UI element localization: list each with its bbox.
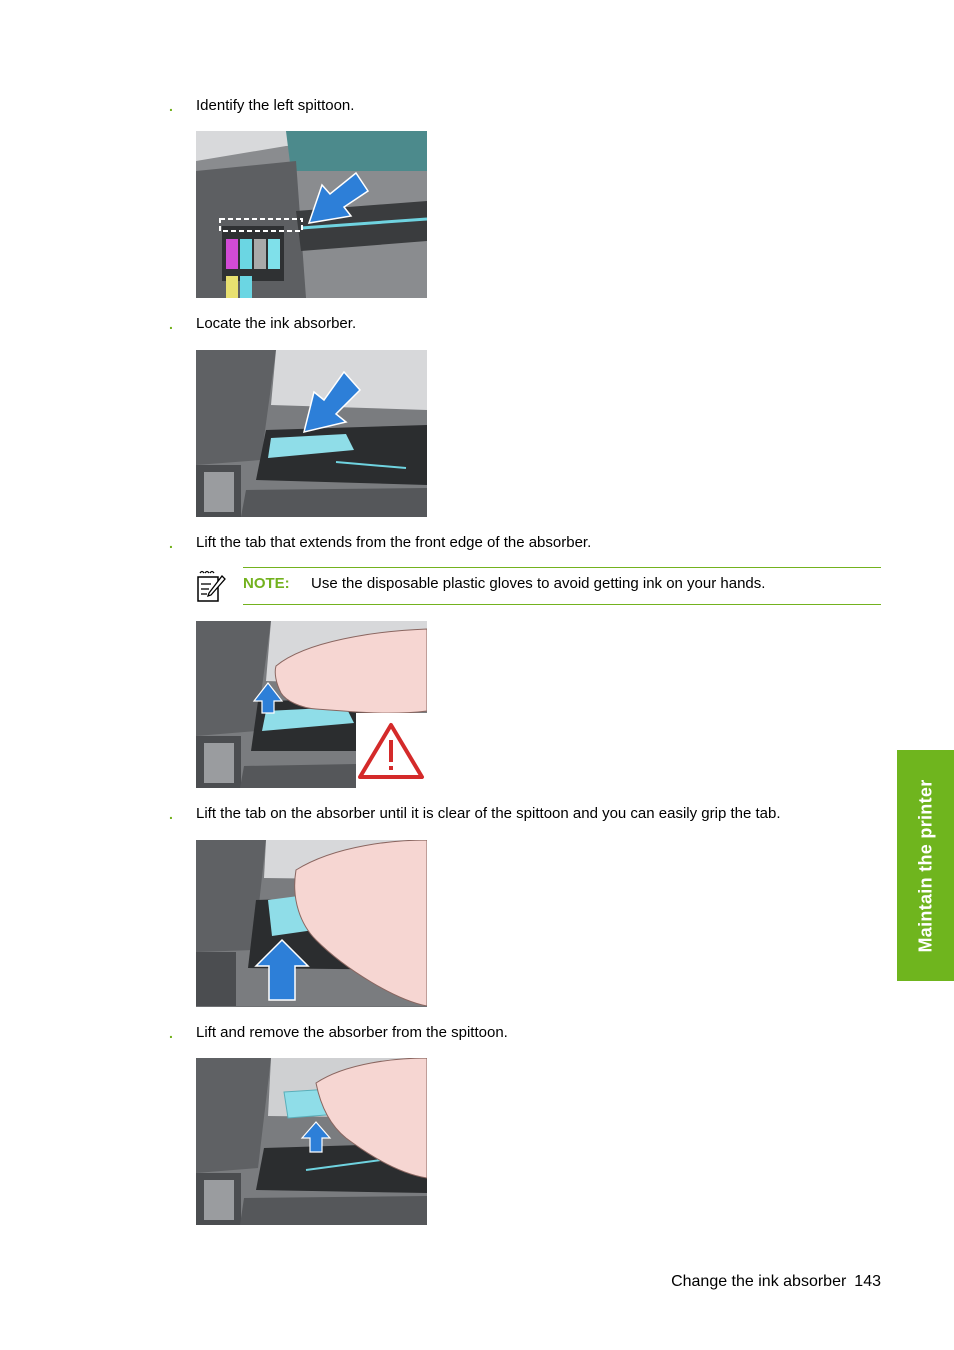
note-top-rule xyxy=(243,567,881,568)
illustration-grip-tab xyxy=(196,840,427,1007)
illustration-remove-absorber xyxy=(196,1058,427,1225)
note-bottom-rule xyxy=(243,604,881,605)
page-footer xyxy=(671,1273,881,1291)
step-bullet: . xyxy=(169,1025,173,1041)
chapter-side-tab xyxy=(897,750,954,981)
page-number: 143 xyxy=(854,1273,881,1290)
note-label: NOTE: xyxy=(243,575,290,592)
note-pad-icon xyxy=(196,570,226,604)
step-text: Locate the ink absorber. xyxy=(196,315,357,332)
footer-section-title: Change the ink absorber xyxy=(671,1273,847,1290)
step-text: Identify the left spittoon. xyxy=(196,97,355,114)
step-bullet: . xyxy=(169,535,173,551)
step-bullet: . xyxy=(169,316,173,332)
step-bullet: . xyxy=(169,98,173,114)
note-text: Use the disposable plastic gloves to avoid getting ink on your hands. xyxy=(311,575,766,592)
illustration-left-spittoon xyxy=(196,131,427,298)
step-text: Lift the tab that extends from the front edge of the absorber. xyxy=(196,534,592,551)
step-text: Lift the tab on the absorber until it is clear of the spittoon and you can easily grip the tab. xyxy=(196,805,781,822)
illustration-ink-absorber xyxy=(196,350,427,517)
step-bullet: . xyxy=(169,806,173,822)
note-box xyxy=(196,567,881,605)
step-text: Lift and remove the absorber from the spittoon. xyxy=(196,1024,508,1041)
illustration-lift-tab-gloves xyxy=(196,621,427,788)
chapter-side-tab-label: Maintain the printer xyxy=(915,778,935,953)
